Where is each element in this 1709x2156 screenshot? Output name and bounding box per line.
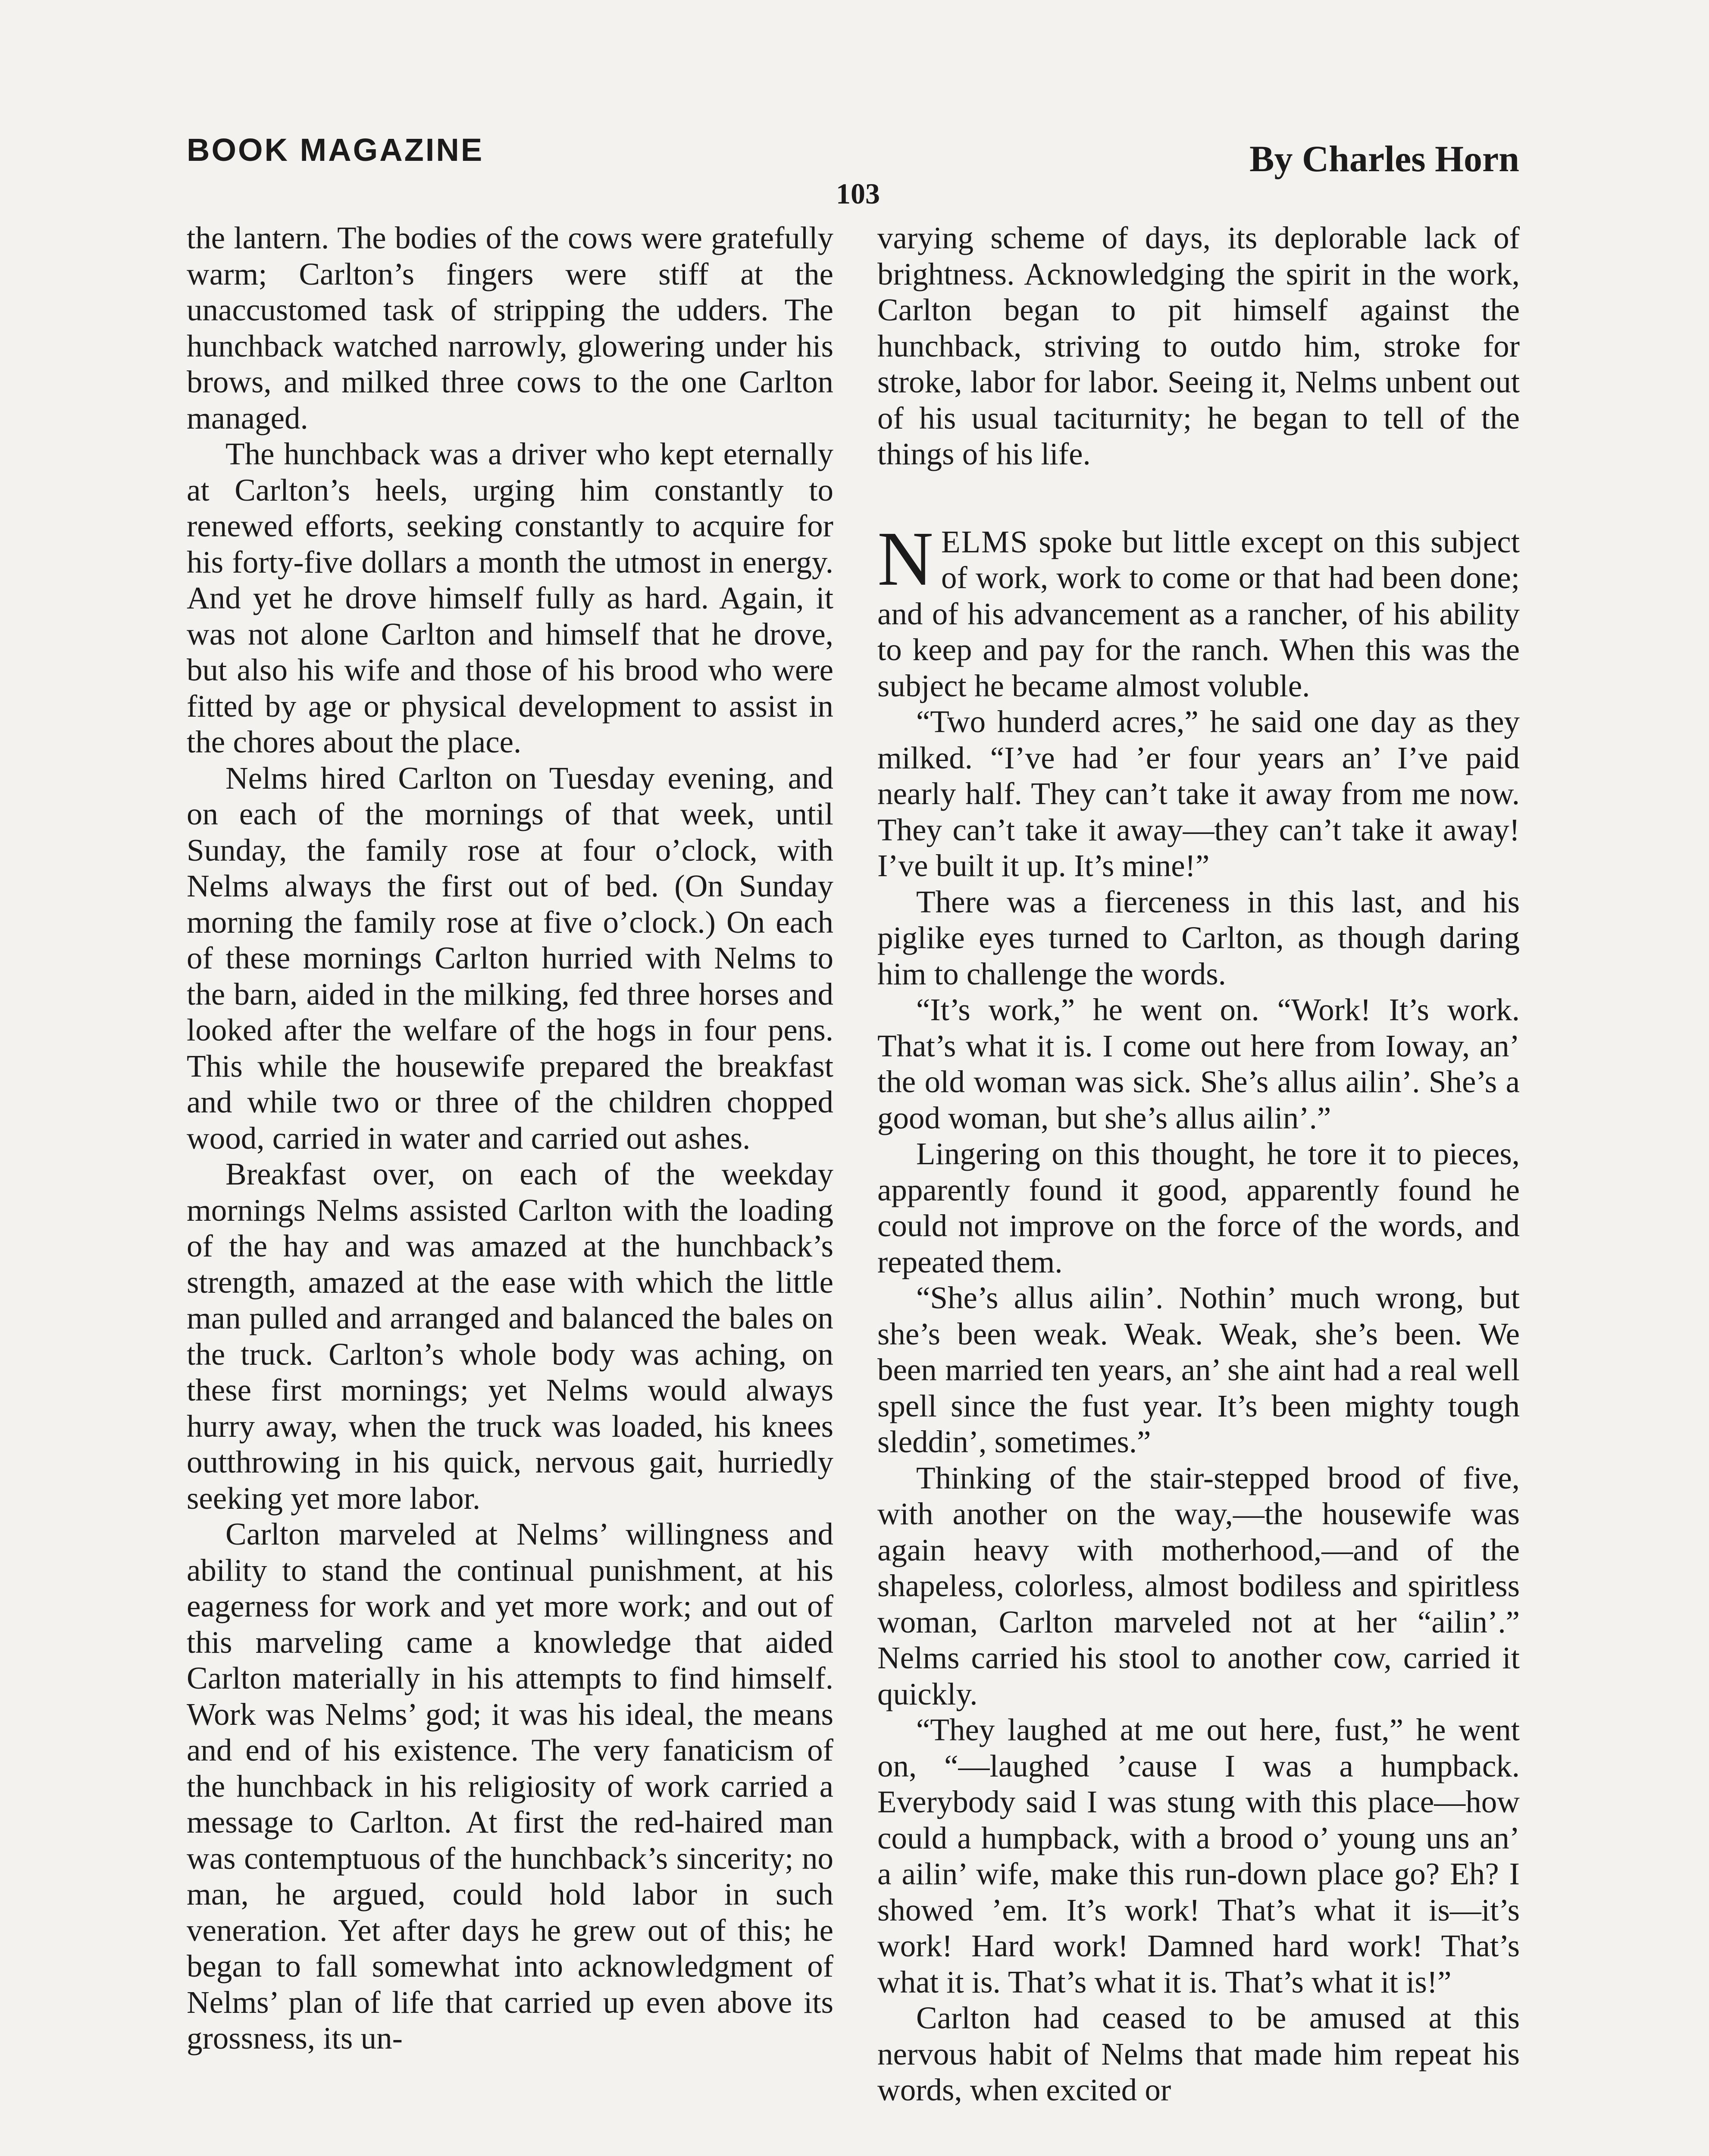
paragraph: “They laughed at me out here, fust,” he went on, “—laughed ’cause I was a humpback. Everybody said I was stung with this place—how could a humpback, with a brood o’ young uns an’ a ailin’ wife, make this run-down place go? Eh? I showed ’em. It’s work! That’s what it is—it’s work! Hard work! Damned hard work! That’s what it is. That’s what it is. That’s what it is!” (877, 1712, 1520, 1999)
paragraph: Nelms hired Carlton on Tuesday evening, and on each of the mornings of that week, until Sunday, the family rose at four o’clock, with Nelms always the first out of bed. (On Sunday morning the family rose at five o’clock.) On each of these mornings Carlton hurried with Nelms to the barn, aided in the milking, fed three horses and looked after the welfare of the hogs in four pens. This while the housewife prepared the breakfast and while two or three of the children chopped wood, carried in water and carried out ashes. (187, 760, 833, 1156)
dropcap-paragraph-text: spoke but little except on this subject of work, work to come or that had been done; and of his advancement as a rancher, of his ability to keep and pay for the ranch. When this was the subject he became almost voluble. (877, 524, 1520, 703)
paragraph: the lantern. The bodies of the cows were gratefully warm; Carlton’s fingers were stiff at the unaccustomed task of stripping the udders. The hunchback watched narrowly, glowering under his brows, and milked three cows to the one Carlton managed. (187, 220, 833, 436)
paragraph: “She’s allus ailin’. Nothin’ much wrong, but she’s been weak. Weak. Weak, she’s been. We been married ten years, an’ she aint had a real well spell since the fust year. It’s been mighty tough sleddin’, sometimes.” (877, 1280, 1520, 1459)
author-byline: By Charles Horn (1249, 138, 1519, 179)
paragraph: Carlton had ceased to be amused at this nervous habit of Nelms that made him repeat his words, when excited or (877, 2000, 1520, 2107)
paragraph: “Two hunderd acres,” he said one day as they milked. “I’ve had ’er four years an’ I’ve paid nearly half. They can’t take it away from me now. They can’t take it away—they can’t take it away! I’ve built it up. It’s mine!” (877, 704, 1520, 883)
paragraph: Breakfast over, on each of the weekday mornings Nelms assisted Carlton with the loading of the hay and was amazed at the hunchback’s strength, amazed at the ease with which the little man pulled and arranged and balanced the bales on the truck. Carlton’s whole body was aching, on these first mornings; yet Nelms would always hurry away, when the truck was loaded, his knees outthrowing in his quick, nervous gait, hurriedly seeking yet more labor. (187, 1156, 833, 1516)
drop-cap-letter: N (877, 515, 933, 602)
paragraph: There was a fierceness in this last, and his piglike eyes turned to Carlton, as though daring him to challenge the words. (877, 884, 1520, 991)
page-number: 103 (836, 177, 880, 210)
section-break (877, 472, 1520, 524)
paragraph: Thinking of the stair-stepped brood of five, with another on the way,—the housewife was again heavy with motherhood,—and of the shapeless, colorless, almost bodiless and spiritless woman, Carlton marveled not at her “ailin’.” Nelms carried his stool to another cow, carried it quickly. (877, 1460, 1520, 1711)
dropcap-paragraph (877, 515, 1520, 704)
paragraph: Carlton marveled at Nelms’ willingness and ability to stand the continual punishment, at his eagerness for work and yet more work; and out of this marveling came a knowledge that aided Carlton materially in his attempts to find himself. Work was Nelms’ god; it was his ideal, the means and end of his existence. The very fanaticism of the hunchback in his religiosity of work carried a message to Carlton. At first the red-haired man was contemptuous of the hunchback’s sincerity; no man, he argued, could hold labor in such veneration. Yet after days he grew out of this; he began to fall somewhat into acknowledgment of Nelms’ plan of life that carried up even above its grossness, its un- (187, 1517, 833, 2056)
drop-cap-word: ELMS (941, 524, 1029, 559)
paragraph: The hunchback was a driver who kept eternally at Carlton’s heels, urging him constantly to renewed efforts, seeking constantly to acquire for his forty-five dollars a month the utmost in energy. And yet he drove himself fully as hard. Again, it was not alone Carlton and himself that he drove, but also his wife and those of his brood who were fitted by age or physical development to assist in the chores about the place. (187, 436, 833, 759)
paragraph: “It’s work,” he went on. “Work! It’s work. That’s what it is. I come out here from Ioway, an’ the old woman was sick. She’s allus ailin’. She’s a good woman, but she’s allus ailin’.” (877, 992, 1520, 1135)
paragraph: Lingering on this thought, he tore it to pieces, apparently found it good, apparently found he could not improve on the force of the words, and repeated them. (877, 1136, 1520, 1279)
paragraph: varying scheme of days, its deplorable lack of brightness. Acknowledging the spirit in the work, Carlton began to pit himself against the hunchback, striving to outdo him, stroke for stroke, labor for labor. Seeing it, Nelms unbent out of his usual taciturnity; he began to tell of the things of his life. (877, 220, 1520, 471)
publication-title: BOOK MAGAZINE (187, 132, 484, 168)
left-column (187, 220, 833, 2056)
right-column (877, 220, 1520, 2108)
